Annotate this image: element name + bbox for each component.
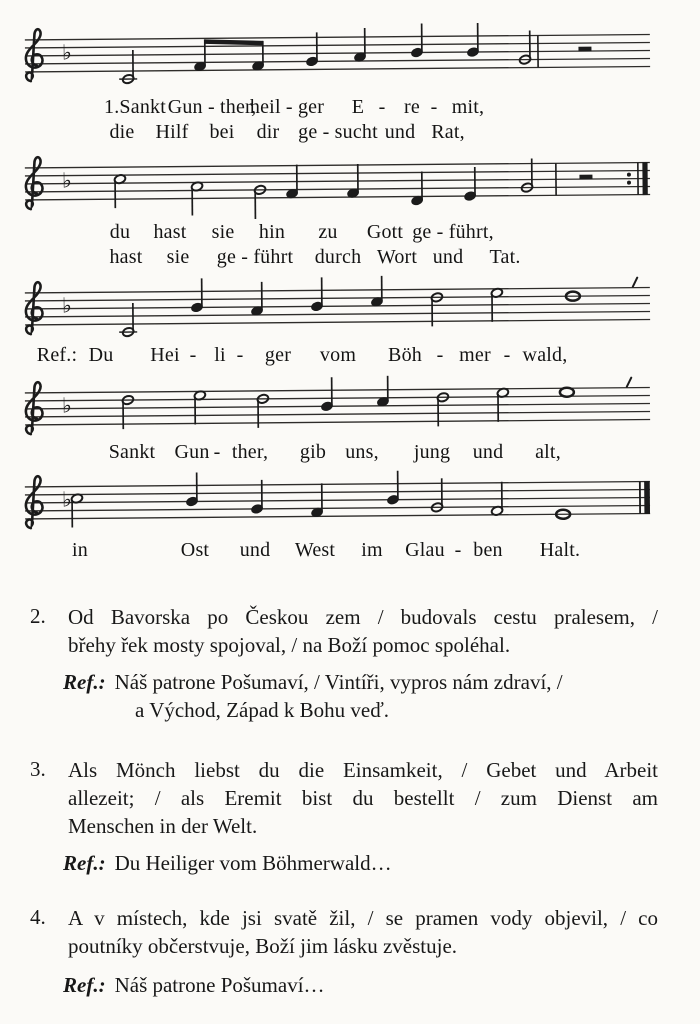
lyric-syllable: Rat, — [431, 121, 465, 143]
lyric-syllable: ge - sucht — [298, 121, 378, 143]
staff-svg — [0, 20, 700, 106]
note — [320, 377, 333, 412]
lyric-syllable: Hei — [150, 344, 180, 366]
staff-line — [25, 67, 650, 72]
lyric-syllable: - — [503, 344, 511, 366]
staff-line — [25, 59, 650, 64]
staff-line — [25, 35, 650, 40]
flat-sign: ♭ — [61, 40, 72, 65]
note — [466, 23, 479, 58]
staff-line — [25, 320, 650, 325]
lyric-syllable: Tat. — [489, 246, 521, 268]
lyric-syllable: mer — [459, 344, 491, 366]
ref-label: Ref.: — [63, 670, 106, 694]
lyric-syllable: Wort — [376, 246, 418, 268]
lyric-syllable: Gun — [174, 441, 210, 463]
lyric-syllable: Sankt — [108, 441, 156, 463]
lyric-syllable: Gun - ther, — [167, 96, 257, 118]
staff-line — [25, 490, 650, 495]
lyric-syllable: Gott — [366, 221, 404, 243]
lyric-syllable: - — [430, 96, 438, 118]
ref-text: a Východ, Západ k Bohu veď. — [135, 698, 390, 722]
repeat-dot — [627, 181, 631, 185]
lyric-syllable: alt, — [535, 441, 561, 463]
lyric-syllable: re — [404, 96, 420, 118]
lyric-syllable: - — [436, 344, 444, 366]
lyric-syllable: dir — [256, 121, 280, 143]
lyric-syllable: hast — [109, 246, 143, 268]
lyric-syllable: in — [72, 539, 88, 561]
half-rest — [579, 175, 592, 180]
lyric-syllable: und — [239, 539, 271, 561]
note — [185, 472, 198, 507]
flat-sign: ♭ — [61, 168, 72, 193]
treble-clef-icon — [26, 29, 43, 81]
refrain-line — [63, 851, 392, 876]
verse-number: 2. — [30, 604, 46, 628]
lyric-syllable: bei — [209, 121, 235, 143]
lyric-syllable: ger — [264, 344, 292, 366]
flat-sign: ♭ — [61, 487, 72, 512]
lyric-syllable: ben — [473, 539, 503, 561]
lyric-syllable: zu — [318, 221, 338, 243]
verse-line: Menschen in der Welt. — [68, 814, 258, 838]
breath-mark — [627, 378, 632, 387]
lyric-syllable: Halt. — [539, 539, 581, 561]
verse-line: A v místech, kde jsi svatě žil, / se pramen vody objevil, / co — [68, 906, 658, 930]
verse-line: břehy řek mosty spojoval, / na Boží pomoc spoléhal. — [68, 633, 511, 657]
lyric-syllable: vom — [319, 344, 357, 366]
lyric-syllable: West — [294, 539, 336, 561]
staff-line — [25, 498, 650, 503]
breath-mark — [633, 278, 638, 287]
note — [193, 39, 206, 72]
repeat-dot — [627, 173, 631, 177]
lyric-syllable: - — [378, 96, 386, 118]
lyric-syllable: Hilf — [155, 121, 189, 143]
note — [560, 388, 574, 397]
lyric-syllable: ge - führt, — [412, 221, 494, 243]
staff-line — [25, 312, 650, 317]
lyric-syllable: jung — [413, 441, 451, 463]
lyric-syllable: - — [189, 344, 197, 366]
lyric-syllable: heil - ger — [249, 96, 325, 118]
verse-number: 3. — [30, 757, 46, 781]
staff-line — [25, 296, 650, 301]
refrain-line — [63, 973, 325, 998]
treble-clef-icon — [26, 476, 43, 528]
note — [190, 278, 203, 313]
lyric-syllable: uns, — [345, 441, 379, 463]
ref-label: Ref.: — [63, 851, 106, 875]
lyric-syllable: im — [361, 539, 383, 561]
ref-text: Náš patrone Pošumaví… — [114, 973, 325, 997]
staff-line — [25, 482, 650, 487]
lyric-syllable: hin — [258, 221, 286, 243]
lyric-syllable: Böh — [388, 344, 422, 366]
lyric-syllable: - — [454, 539, 462, 561]
treble-clef-icon — [26, 157, 43, 209]
lyric-syllable: sie — [211, 221, 235, 243]
staff-line — [25, 304, 650, 309]
flat-sign: ♭ — [61, 293, 72, 318]
lyric-syllable: durch — [314, 246, 362, 268]
ref-text: Náš patrone Pošumaví, / Vintíři, vypros nám zdraví, / — [114, 670, 563, 694]
final-thick-bar — [644, 481, 650, 514]
lyric-syllable: mit, — [451, 96, 485, 118]
lyric-syllable: und — [472, 441, 504, 463]
lyric-syllable: E — [351, 96, 365, 118]
verse-line: allezeit; / als Eremit bist du bestellt / zum Dienst am — [68, 786, 658, 810]
half-rest — [578, 47, 591, 52]
lyric-syllable: und — [384, 121, 416, 143]
lyric-syllable: Ref.: — [36, 344, 78, 366]
refrain-line — [63, 670, 563, 695]
note — [410, 23, 423, 58]
lyric-syllable: li — [214, 344, 226, 366]
note — [310, 277, 323, 312]
treble-clef-icon — [26, 282, 43, 334]
verse-line: Als Mönch liebst du die Einsamkeit, / Gebet und Arbeit — [68, 758, 658, 782]
lyric-syllable: Glau — [405, 539, 445, 561]
lyric-syllable: wald, — [522, 344, 568, 366]
staff-svg — [0, 467, 700, 553]
staff-line — [25, 506, 650, 511]
verse-line: poutníky občerstvuje, Boží jim lásku zvěstuje. — [68, 934, 458, 958]
staff-line — [25, 404, 650, 409]
lyric-syllable: hast — [153, 221, 187, 243]
flat-sign: ♭ — [61, 393, 72, 418]
lyric-syllable: sie — [166, 246, 190, 268]
repeat-thick-bar — [642, 162, 647, 195]
staff-line — [25, 288, 650, 293]
staff-svg — [0, 148, 700, 234]
staff-line — [25, 43, 650, 48]
whole-notehead — [560, 388, 574, 397]
lyric-syllable: - — [213, 441, 221, 463]
staff-line — [25, 51, 650, 56]
lyric-syllable: ge - führt — [216, 246, 294, 268]
note — [386, 471, 399, 506]
lyric-syllable: ther, — [231, 441, 269, 463]
lyric-syllable: 1.Sankt — [104, 96, 166, 118]
staff-line — [25, 412, 650, 417]
lyric-syllable: du — [109, 221, 131, 243]
verse-line: Od Bavorska po Českou zem / budovals cestu pralesem, / — [68, 605, 658, 629]
lyric-syllable: und — [432, 246, 464, 268]
verse-number: 4. — [30, 905, 46, 929]
lyric-syllable: gib — [299, 441, 327, 463]
lyric-syllable: Du — [88, 344, 114, 366]
staff-line — [25, 195, 650, 200]
refrain-line — [135, 698, 389, 723]
ref-text: Du Heiliger vom Böhmerwald… — [114, 851, 392, 875]
staff-line — [25, 396, 650, 401]
staff-line — [25, 388, 650, 393]
lyric-syllable: - — [236, 344, 244, 366]
treble-clef-icon — [26, 382, 43, 434]
lyric-syllable: Ost — [180, 539, 210, 561]
lyric-syllable: die — [109, 121, 135, 143]
staff-line — [25, 420, 650, 425]
ref-label: Ref.: — [63, 973, 106, 997]
eighth-beam — [205, 39, 263, 46]
